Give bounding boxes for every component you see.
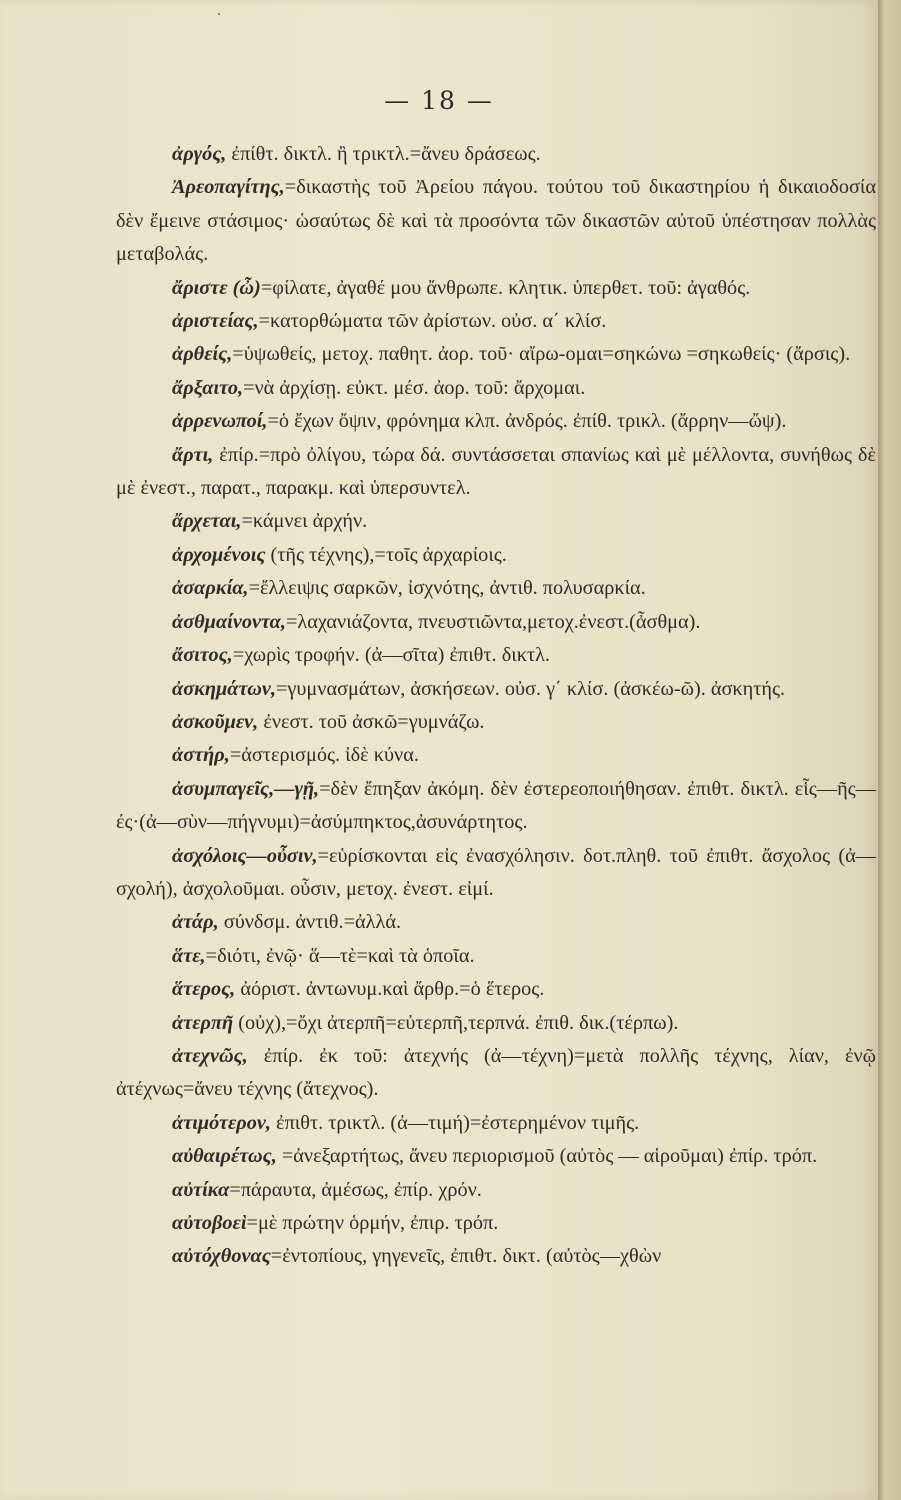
definition: =δὲν ἔπηξαν ἀκόμη. δὲν ἐστερεοποιήθησαν. ἐπιθτ. δικτλ. εἷς—ῆς—ές·(ἀ—σὺν—πήγνυμι)=ἀσύμπηκτος,ἀσυνάρτητος.: [116, 777, 876, 834]
definition: ἀόριστ. ἀντωνυμ.καὶ ἄρθρ.=ὁ ἕτερος.: [235, 978, 545, 1001]
dictionary-entry: [116, 171, 876, 271]
headword: ἀρρενωποί,: [172, 410, 268, 433]
paper-speck: [218, 13, 220, 15]
definition: =γυμνασμάτων, ἀσκήσεων. οὐσ. γ΄ κλίσ. (ἀσκέω-ῶ). ἀσκητής.: [275, 677, 786, 700]
headword: ἀσυμπαγεῖς,—γῇ,: [172, 777, 320, 800]
definition: =δικαστὴς τοῦ Ἀρείου πάγου. τούτου τοῦ δικαστηρίου ἡ δικαιοδοσία δὲν ἔμεινε στάσιμος· ὡσαύτως δὲ καὶ τὰ προσόντα τῶν δικαστῶν αὐτοῦ ὑπέστησαν πολλὰς μεταβολάς.: [116, 176, 876, 266]
headword: ἀσκημάτων,: [172, 677, 276, 700]
dictionary-entry: [116, 1140, 876, 1173]
headword: ἀσαρκία,: [172, 577, 249, 600]
dictionary-entry: [116, 1240, 876, 1273]
headword: ἅτε,: [172, 944, 206, 967]
headword: ἀσκοῦμεν,: [172, 710, 259, 733]
page-number: — 18 —: [384, 86, 494, 115]
definition: ἐπιθτ. τρικτλ. (ἀ—τιμή)=ἐστερημένον τιμῆς.: [270, 1111, 640, 1134]
headword: ἀσχόλοις—οὖσιν,: [172, 844, 318, 867]
dictionary-entry: [116, 138, 876, 171]
dictionary-entry: [116, 338, 876, 371]
headword: ἄρτι,: [172, 443, 214, 466]
dictionary-entry: [116, 1107, 876, 1140]
dictionary-entry: [116, 739, 876, 772]
definition: =ἀστερισμός. ἰδὲ κύνα.: [229, 744, 419, 767]
definition: ἐπίρ.=πρὸ ὀλίγου, τώρα δά. συντάσσεται σπανίως καὶ μὲ μέλλοντα, συνήθως δὲ μὲ ἐνεστ., παρατ., παρακμ. καὶ ὑπερσυντελ.: [116, 443, 876, 500]
dictionary-entry: [116, 840, 876, 907]
headword: ἄριστε (ὦ): [172, 276, 261, 299]
page-edge: [878, 0, 901, 1500]
headword: ἅτερος,: [172, 978, 236, 1001]
headword: ἀτιμότερον,: [172, 1111, 271, 1134]
definition: =διότι, ἐνῷ· ἅ—τὲ=καὶ τὰ ὁποῖα.: [205, 944, 475, 967]
headword: ἀρχομένοις: [172, 543, 266, 566]
definition: =κατορθώματα τῶν ἀρίστων. οὐσ. α΄ κλίσ.: [258, 310, 607, 333]
headword: αὐτίκα: [172, 1178, 230, 1201]
dictionary-entry: [116, 673, 876, 706]
definition: (οὐχ),=ὄχι ἀτερπῆ=εὐτερπῆ,τερπνά. ἐπιθ. δικ.(τέρπω).: [233, 1011, 679, 1034]
headword: αὐτοβοεὶ: [172, 1212, 247, 1234]
dictionary-entry: [116, 572, 876, 605]
dictionary-entry: [116, 1040, 876, 1107]
definition: =μὲ πρώτην ὁρμήν, ἐπιρ. τρόπ.: [246, 1212, 499, 1234]
dictionary-entry: [116, 606, 876, 639]
dictionary-entry: [116, 940, 876, 973]
headword: ἀσθμαίνοντα,: [172, 610, 286, 633]
dictionary-entry: [116, 706, 876, 739]
headword: ἀριστείας,: [172, 310, 259, 333]
headword: ἀτεχνῶς,: [172, 1044, 248, 1067]
definition: =εὑρίσκονται εἰς ἐνασχόλησιν. δοτ.πληθ. τοῦ ἐπιθτ. ἄσχολος (ἀ—σχολή), ἀσχολοῦμαι. οὖσιν, μετοχ. ἐνεστ. εἰμί.: [116, 844, 876, 900]
dictionary-entry: [116, 272, 876, 305]
dictionary-entry: [116, 439, 876, 506]
dictionary-entry: [116, 773, 876, 840]
definition: =ὑψωθείς, μετοχ. παθητ. ἀορ. τοῦ· αἴρω-ομαι=σηκώνω =σηκωθείς· (ἄρσις).: [232, 343, 851, 366]
headword: αὐθαιρέτως,: [172, 1145, 277, 1168]
definition: =ἐντοπίους, γηγενεῖς, ἐπιθτ. δικτ. (αὐτὸς—χθὼν: [270, 1245, 662, 1268]
headword: ἀργός,: [172, 143, 227, 165]
headword: Ἀρεοπαγίτης,: [172, 176, 285, 199]
definition: =ἔλλειψις σαρκῶν, ἰσχνότης, ἀντιθ. πολυσαρκία.: [248, 577, 646, 600]
definition: =νὰ ἀρχίσῃ. εὐκτ. μέσ. ἀορ. τοῦ: ἄρχομαι.: [243, 376, 586, 399]
dictionary-entry: [116, 305, 876, 338]
headword: ἄρχεται,: [172, 510, 242, 533]
headword: ἀτερπῆ: [172, 1011, 234, 1034]
definition: (τῆς τέχνης),=τοῖς ἀρχαρίοις.: [265, 543, 507, 566]
definition: =πάραυτα, ἀμέσως, ἐπίρ. χρόν.: [229, 1178, 482, 1201]
headword: ἀτάρ,: [172, 911, 219, 934]
definition: =ἀνεξαρτήτως, ἄνευ περιορισμοῦ (αὐτὸς — αἱροῦμαι) ἐπίρ. τρόπ.: [276, 1145, 818, 1168]
dictionary-entries: [116, 138, 876, 1274]
definition: ἐπίρ. ἐκ τοῦ: ἀτεχνής (ἀ—τέχνη)=μετὰ πολλῆς τέχνης, λίαν, ἐνῷ ἀτέχνως=ἄνευ τέχνης (ἄτεχνος).: [116, 1044, 876, 1101]
dictionary-entry: [116, 906, 876, 939]
definition: =ὁ ἔχων ὄψιν, φρόνημα κλπ. ἀνδρός. ἐπίθ. τρικλ. (ἄρρην—ὤψ).: [267, 410, 787, 433]
definition: ἐνεστ. τοῦ ἀσκῶ=γυμνάζω.: [258, 710, 485, 733]
definition: =λαχανιάζοντα, πνευστιῶντα,μετοχ.ἐνεστ.(ἆσθμα).: [285, 610, 701, 633]
definition: =φίλατε, ἀγαθέ μου ἄνθρωπε. κλητικ. ὑπερθετ. τοῦ: ἀγαθός.: [260, 276, 751, 299]
headword: αὐτόχθονας: [172, 1245, 271, 1268]
dictionary-entry: [116, 1174, 876, 1207]
definition: σύνδσμ. ἀντιθ.=ἀλλά.: [218, 911, 402, 934]
dictionary-entry: [116, 639, 876, 672]
headword: ἄσιτος,: [172, 644, 233, 667]
definition: =κάμνει ἀρχήν.: [241, 510, 368, 533]
dictionary-entry: [116, 405, 876, 438]
dictionary-entry: [116, 1007, 876, 1040]
definition: =χωρὶς τροφήν. (ἀ—σῖτα) ἐπιθτ. δικτλ.: [232, 644, 550, 667]
headword: ἀστήρ,: [172, 744, 230, 767]
dictionary-entry: [116, 539, 876, 572]
dictionary-entry: [116, 505, 876, 538]
headword: ἄρξαιτο,: [172, 376, 244, 399]
dictionary-entry: [116, 1207, 876, 1240]
dictionary-entry: [116, 372, 876, 405]
definition: ἐπίθτ. δικτλ. ἢ τρικτλ.=ἄνευ δράσεως.: [226, 143, 541, 165]
dictionary-entry: [116, 973, 876, 1006]
headword: ἀρθείς,: [172, 343, 233, 366]
